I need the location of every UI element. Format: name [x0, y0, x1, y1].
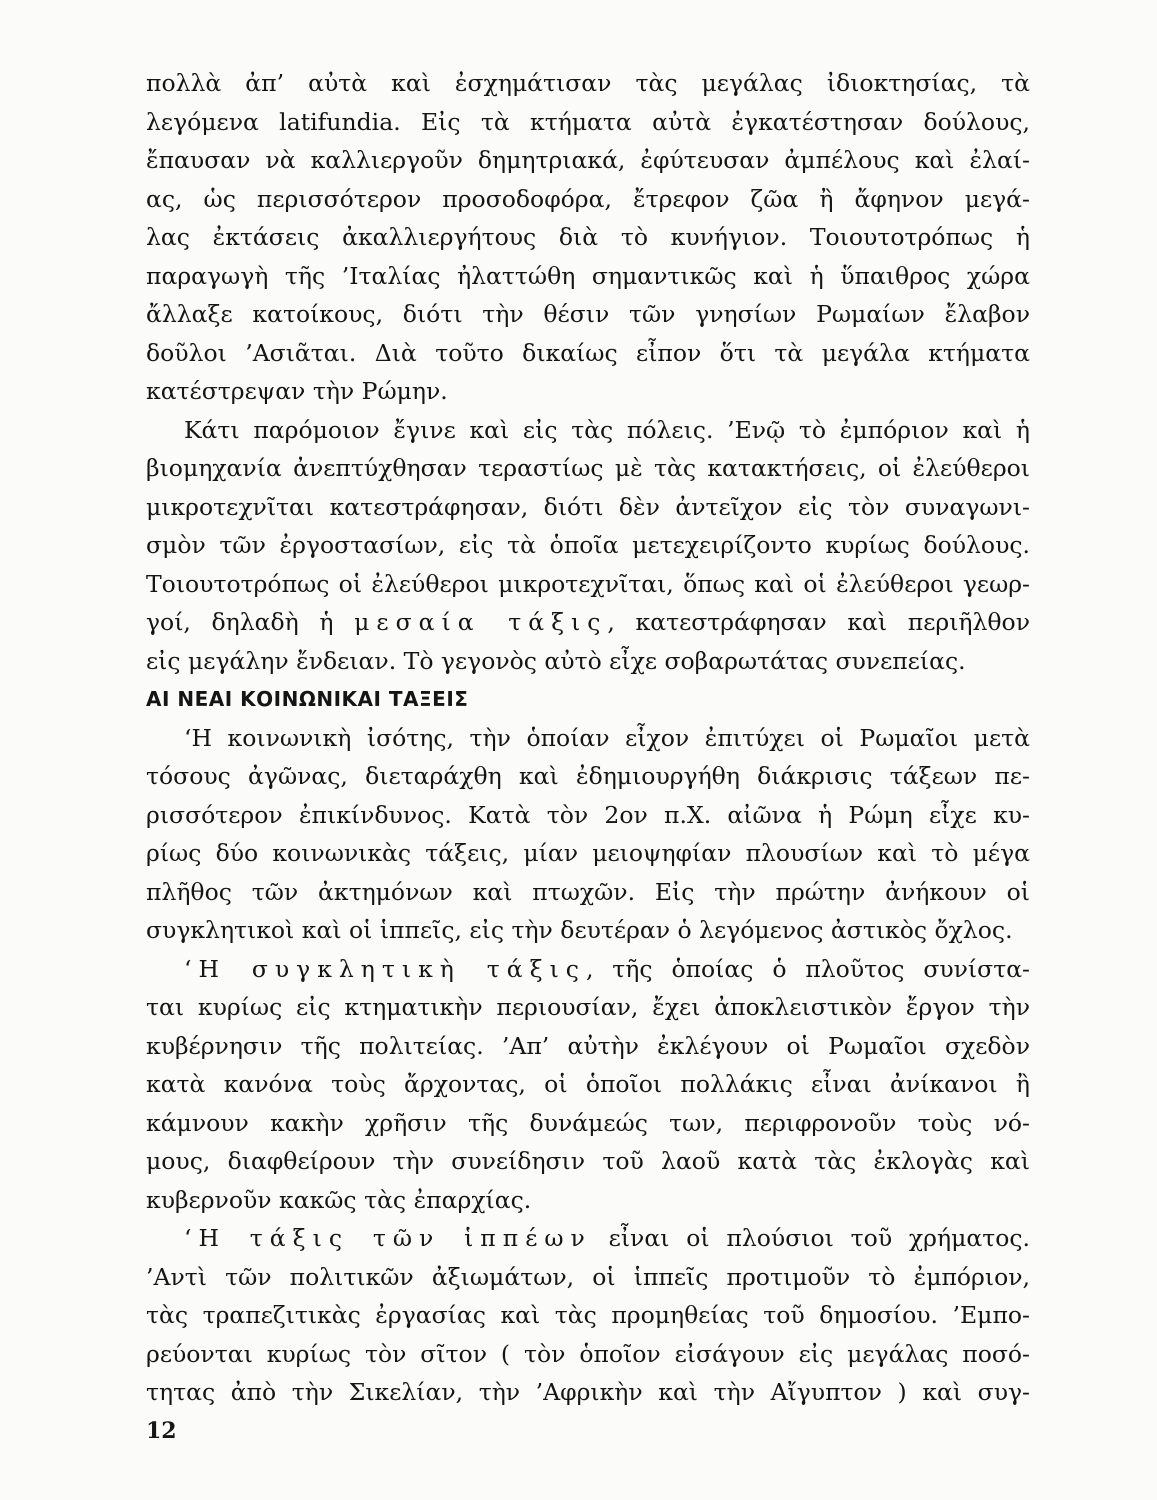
text-line — [146, 603, 1030, 642]
text-line: πλῆθος τῶν ἀκτημόνων καὶ πτωχῶν. Εἰς τὴν πρώτην ἀνήκουν οἱ — [146, 877, 1030, 906]
text-line: πολλὰ ἀπ’ αὐτὰ καὶ ἐσχημάτισαν τὰς μεγάλας ἰδιοκτησίας, τὰ — [146, 69, 1030, 97]
text-line: Τοιουτοτρόπως οἱ ἐλεύθεροι μικροτεχνῖται, ὅπως καὶ οἱ ἐλεύθεροι γεωρ- — [146, 569, 1030, 598]
text-line: ρεύονται κυρίως τὸν σῖτον ( τὸν ὁποῖον εἰσάγουν εἰς μεγάλας ποσό- — [146, 1339, 1030, 1368]
paragraph-equestrian-class — [146, 1219, 1030, 1412]
text-line: ται κυρίως εἰς κτηματικὴν περιουσίαν, ἔχει ἀποκλειστικὸν ἔργον τὴν — [146, 993, 1030, 1021]
text-line — [146, 1219, 1030, 1258]
text-line: λεγόμενα latifundia. Εἰς τὰ κτήματα αὐτὰ ἐγκατέστησαν δούλους, — [146, 107, 1030, 136]
text-segment: εἶναι οἱ πλούσιοι τοῦ χρήματος. — [591, 1224, 1030, 1252]
emphasis-spaced-text: μεσαία τάξις — [354, 608, 608, 636]
text-line: παραγωγὴ τῆς ’Ιταλίας ἠλαττώθη σημαντικῶς καὶ ἡ ὕπαιθρος χώρα — [146, 261, 1030, 290]
text-line: ἔπαυσαν νὰ καλλιεργοῦν δημητριακά, ἐφύτευσαν ἀμπέλους καὶ ἐλαί- — [146, 146, 1030, 174]
text-line: λας ἐκτάσεις ἀκαλλιεργήτους διὰ τὸ κυνήγιον. Τοιουτοτρόπως ἡ — [146, 223, 1030, 251]
text-line: βιομηχανία ἀνεπτύχθησαν τεραστίως μὲ τὰς κατακτήσεις, οἱ ἐλεύθεροι — [146, 454, 1030, 482]
paragraph-social-equality — [146, 719, 1030, 950]
text-line: τόσους ἀγῶνας, διεταράχθη καὶ ἐδημιουργήθη διάκρισις τάξεων πε- — [146, 762, 1030, 790]
text-segment: γοί, δηλαδὴ ἡ — [146, 608, 355, 636]
text-segment: , κατεστράφησαν καὶ περιῆλθον — [607, 608, 1030, 636]
text-line — [146, 950, 1030, 989]
text-line: κυβέρνησιν τῆς πολιτείας. ’Απ’ αὐτὴν ἐκλέγουν οἱ Ρωμαῖοι σχεδὸν — [146, 1031, 1030, 1060]
text-line: κυβερνοῦν κακῶς τὰς ἐπαρχίας. — [146, 1185, 532, 1214]
text-line: τὰς τραπεζιτικὰς ἐργασίας καὶ τὰς προμηθείας τοῦ δημοσίου. ’Εμπο- — [146, 1301, 1030, 1329]
paragraph-cities — [146, 411, 1030, 681]
text-line: σμὸν τῶν ἐργοστασίων, εἰς τὰ ὁποῖα μετεχειρίζοντο κυρίως δούλους. — [146, 531, 1030, 559]
text-line: ρίως δύο κοινωνικὰς τάξεις, μίαν μειοψηφίαν πλουσίων καὶ τὸ μέγα — [146, 839, 1030, 867]
text-line: ‘Η κοινωνικὴ ἰσότης, τὴν ὁποίαν εἶχον ἐπιτύχει οἱ Ρωμαῖοι μετὰ — [184, 723, 1030, 752]
paragraph-latifundia — [146, 64, 1030, 411]
text-line: μους, διαφθείρουν τὴν συνείδησιν τοῦ λαοῦ κατὰ τὰς ἐκλογὰς καὶ — [146, 1147, 1030, 1175]
text-line: Κάτι παρόμοιον ἔγινε καὶ εἰς τὰς πόλεις. ’Ενῷ τὸ ἐμπόριον καὶ ἡ — [184, 415, 1030, 444]
paragraph-senatorial-class — [146, 950, 1030, 1220]
text-line: τητας ἀπὸ τὴν Σικελίαν, τὴν ’Αφρικὴν καὶ τὴν Αἴγυπτον ) καὶ συγ- — [146, 1378, 1030, 1406]
body-text — [146, 64, 1030, 1412]
text-line: ρισσότερον ἐπικίνδυνος. Κατὰ τὸν 2ον π.Χ. αἰῶνα ἡ Ρώμη εἶχε κυ- — [146, 800, 1030, 829]
text-line: εἰς μεγάλην ἔνδειαν. Τὸ γεγονὸς αὐτὸ εἶχε σοβαρωτάτας συνεπείας. — [146, 646, 966, 675]
page-number: 12 — [146, 1418, 177, 1444]
emphasis-spaced-text: ‘Η τάξις τῶν ἱππέων — [184, 1224, 592, 1252]
text-line: ’Αντὶ τῶν πολιτικῶν ἀξιωμάτων, οἱ ἱππεῖς προτιμοῦν τὸ ἐμπόριον, — [146, 1262, 1030, 1291]
text-line: κατέστρεψαν τὴν Ρώμην. — [146, 377, 448, 405]
text-line: κατὰ κανόνα τοὺς ἄρχοντας, οἱ ὁποῖοι πολλάκις εἶναι ἀνίκανοι ἢ — [146, 1070, 1030, 1098]
text-line: μικροτεχνῖται κατεστράφησαν, διότι δὲν ἀντεῖχον εἰς τὸν συναγωνι- — [146, 492, 1030, 521]
text-line: συγκλητικοὶ καὶ οἱ ἱππεῖς, εἰς τὴν δευτέραν ὁ λεγόμενος ἀστικὸς ὄχλος. — [146, 916, 1013, 944]
section-heading: ΑΙ ΝΕΑΙ ΚΟΙΝΩΝΙΚΑΙ ΤΑΞΕΙΣ — [146, 687, 469, 711]
emphasis-spaced-text: ‘Η συγκλητικὴ τάξις — [184, 954, 586, 983]
text-line: ἄλλαξε κατοίκους, διότι τὴν θέσιν τῶν γνησίων Ρωμαίων ἔλαβον — [146, 300, 1030, 328]
text-line: κάμνουν κακὴν χρῆσιν τῆς δυνάμεώς των, περιφρονοῦν τοὺς νό- — [146, 1108, 1030, 1137]
text-line: ας, ὡς περισσότερον προσοδοφόρα, ἔτρεφον ζῶα ἢ ἄφηνον μεγά- — [146, 184, 1030, 213]
text-line: δοῦλοι ’Ασιᾶται. Διὰ τοῦτο δικαίως εἶπον ὅτι τὰ μεγάλα κτήματα — [146, 338, 1030, 367]
text-segment: , τῆς ὁποίας ὁ πλοῦτος συνίστα- — [585, 954, 1030, 983]
